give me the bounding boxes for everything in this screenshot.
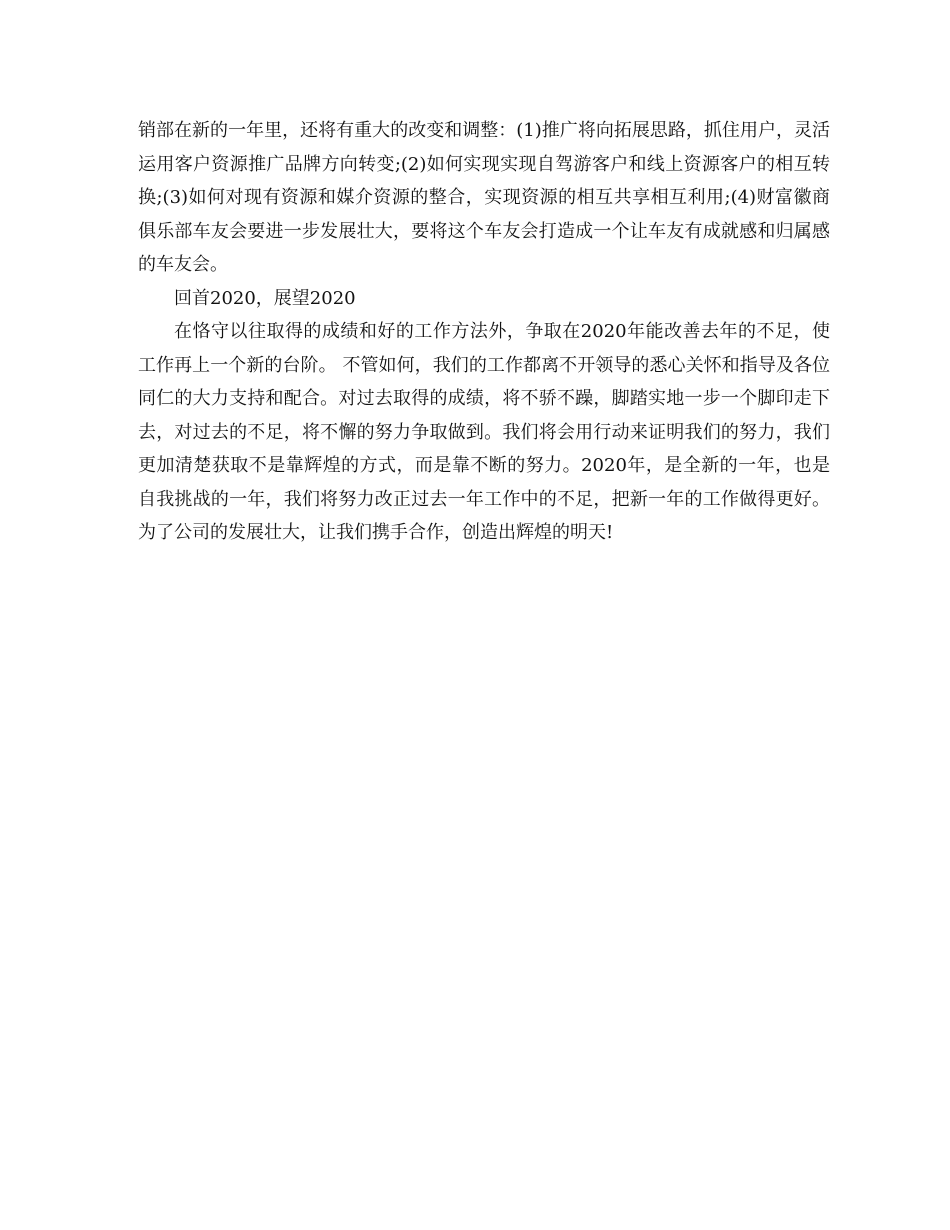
paragraph-heading-review: 回首2020，展望2020 — [174, 287, 356, 309]
paragraph-marketing-adjustments: 销部在新的一年里，还将有重大的改变和调整：(1)推广将向拓展思路，抓住用户，灵活运用客户资源推广品牌方向转变;(2)如何实现实现自驾游客户和线上资源客户的相互转换;(3)如何对现有资源和媒介资源的整合，实现资源的相互共享相互利用;(4)财富徽商俱乐部车友会要进一步发展壮大，要将这个车友会打造成一个让车友有成就感和归属感的车友会。 — [138, 120, 830, 275]
paragraph-outlook: 在恪守以往取得的成绩和好的工作方法外，争取在2020年能改善去年的不足，使工作再上一个新的台阶。 不管如何，我们的工作都离不开领导的悉心关怀和指导及各位同仁的大力支持和配合。对过去取得的成绩，将不骄不躁，脚踏实地一步一个脚印走下去，对过去的不足，将不懈的努力争取做到。我们将会用行动来证明我们的努力，我们更加清楚获取不是靠辉煌的方式，而是靠不断的努力。2020年，是全新的一年，也是自我挑战的一年，我们将努力改正过去一年工作中的不足，把新一年的工作做得更好。为了公司的发展壮大，让我们携手合作，创造出辉煌的明天! — [138, 321, 830, 543]
document-body — [138, 114, 830, 550]
